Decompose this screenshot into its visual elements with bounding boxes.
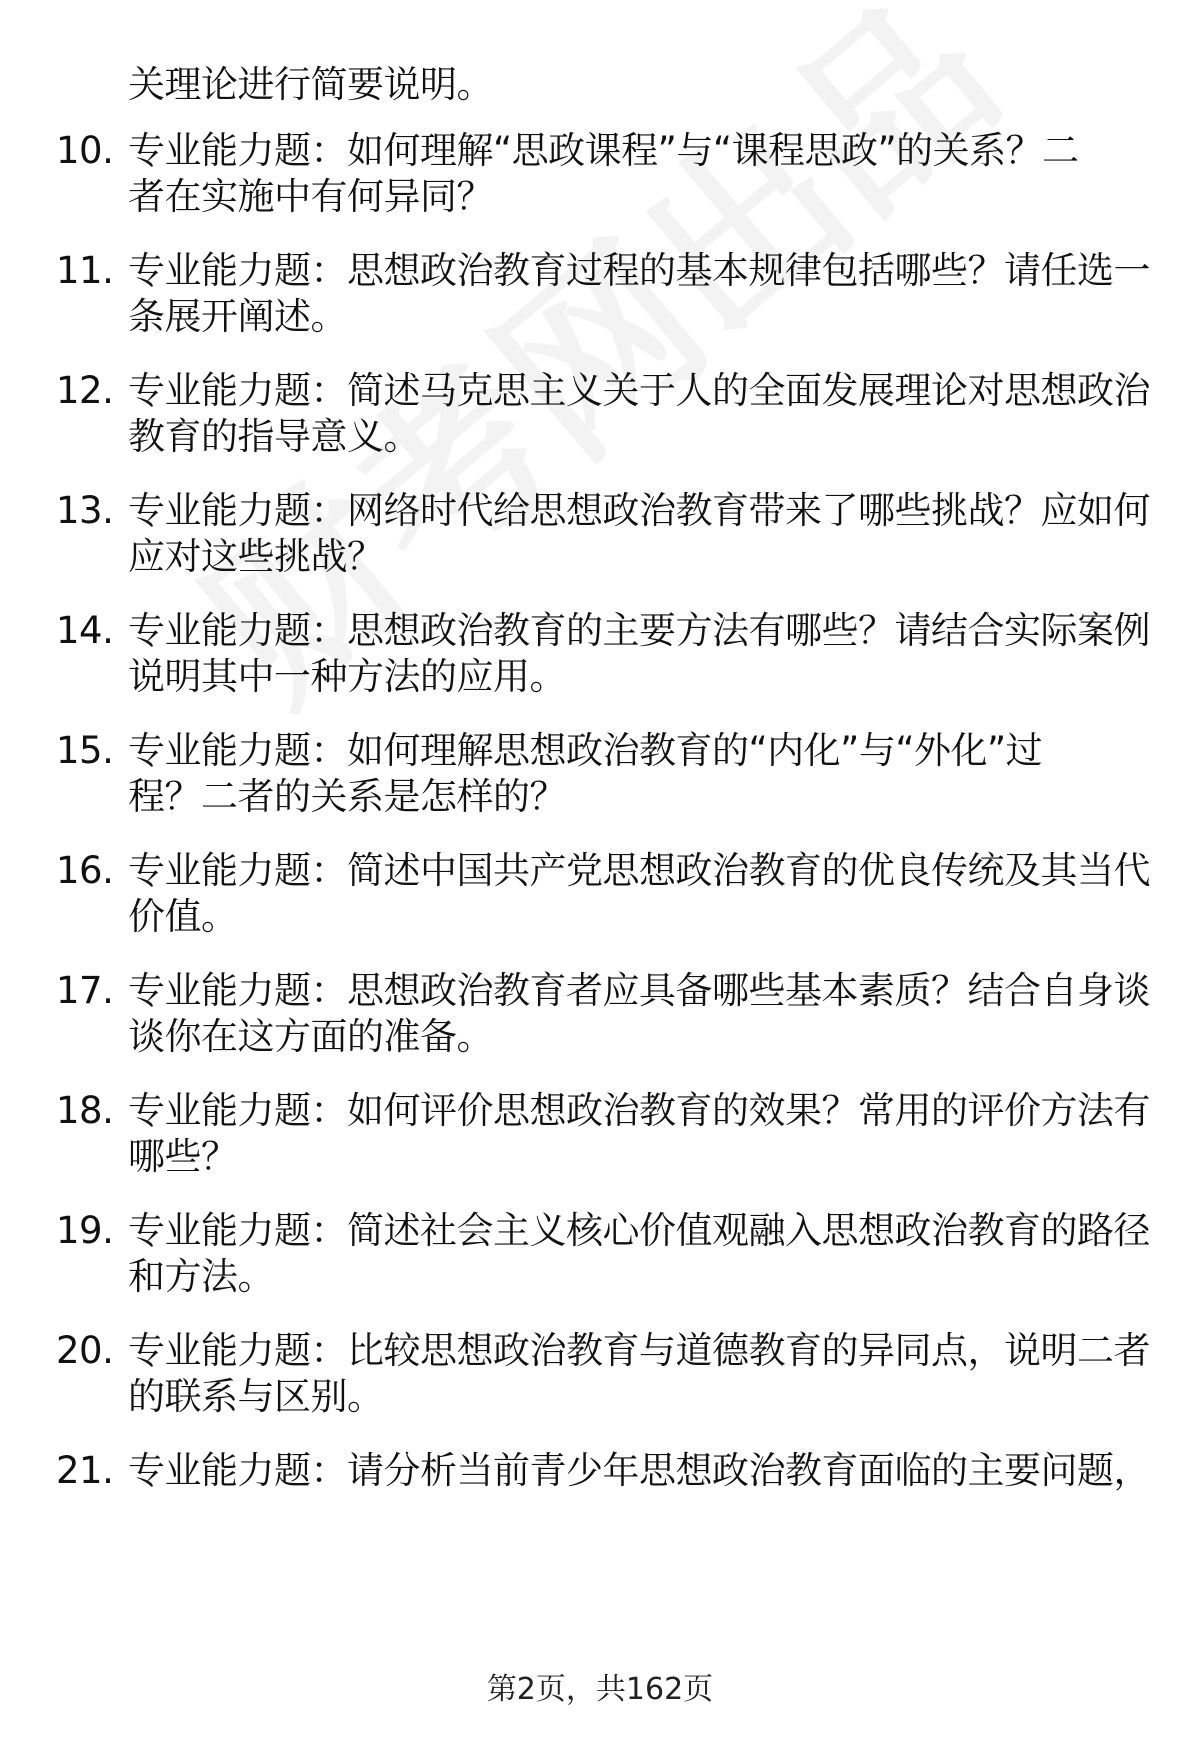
question-text: 专业能力题：如何理解“思政课程”与“课程思政”的关系？二 bbox=[128, 129, 1079, 172]
question-number: 21. bbox=[56, 1449, 114, 1492]
question-text: 的联系与区别。 bbox=[128, 1375, 384, 1418]
question-text: 专业能力题：思想政治教育过程的基本规律包括哪些？请任选一 bbox=[128, 249, 1150, 292]
question-text: 价值。 bbox=[128, 895, 238, 938]
question-text: 专业能力题：如何理解思想政治教育的“内化”与“外化”过 bbox=[128, 729, 1043, 772]
question-text: 专业能力题：请分析当前青少年思想政治教育面临的主要问题， bbox=[128, 1449, 1150, 1492]
question-text: 程？二者的关系是怎样的？ bbox=[128, 775, 566, 818]
page-footer: 第2页，共162页 bbox=[486, 1672, 714, 1707]
question-text: 专业能力题：如何评价思想政治教育的效果？常用的评价方法有 bbox=[128, 1089, 1150, 1132]
question-text: 条展开阐述。 bbox=[128, 295, 347, 338]
question-number: 17. bbox=[56, 969, 114, 1012]
question-number: 13. bbox=[56, 489, 114, 532]
question-number: 18. bbox=[56, 1089, 114, 1132]
question-text: 专业能力题：简述中国共产党思想政治教育的优良传统及其当代 bbox=[128, 849, 1150, 892]
question-number: 16. bbox=[56, 849, 114, 892]
question-number: 15. bbox=[56, 729, 114, 772]
question-text: 专业能力题：思想政治教育的主要方法有哪些？请结合实际案例 bbox=[128, 609, 1150, 652]
question-text: 专业能力题：简述马克思主义关于人的全面发展理论对思想政治 bbox=[128, 369, 1150, 412]
question-text: 专业能力题：思想政治教育者应具备哪些基本素质？结合自身谈 bbox=[128, 969, 1150, 1012]
question-number: 10. bbox=[56, 129, 114, 172]
question-number: 20. bbox=[56, 1329, 114, 1372]
question-text: 和方法。 bbox=[128, 1255, 274, 1298]
question-number: 14. bbox=[56, 609, 114, 652]
question-text: 应对这些挑战？ bbox=[128, 535, 384, 578]
question-number: 12. bbox=[56, 369, 114, 412]
question-text: 哪些？ bbox=[128, 1135, 238, 1178]
question-number: 11. bbox=[56, 249, 114, 292]
question-text: 者在实施中有何异同？ bbox=[128, 175, 493, 218]
question-text: 专业能力题：网络时代给思想政治教育带来了哪些挑战？应如何 bbox=[128, 489, 1150, 532]
question-text: 专业能力题：比较思想政治教育与道德教育的异同点，说明二者 bbox=[128, 1329, 1150, 1372]
question-text: 专业能力题：简述社会主义核心价值观融入思想政治教育的路径 bbox=[128, 1209, 1150, 1252]
continuation-text: 关理论进行简要说明。 bbox=[128, 63, 493, 106]
question-text: 谈你在这方面的准备。 bbox=[128, 1015, 493, 1058]
question-text: 说明其中一种方法的应用。 bbox=[128, 655, 566, 698]
question-number: 19. bbox=[56, 1209, 114, 1252]
question-text: 教育的指导意义。 bbox=[128, 415, 420, 458]
